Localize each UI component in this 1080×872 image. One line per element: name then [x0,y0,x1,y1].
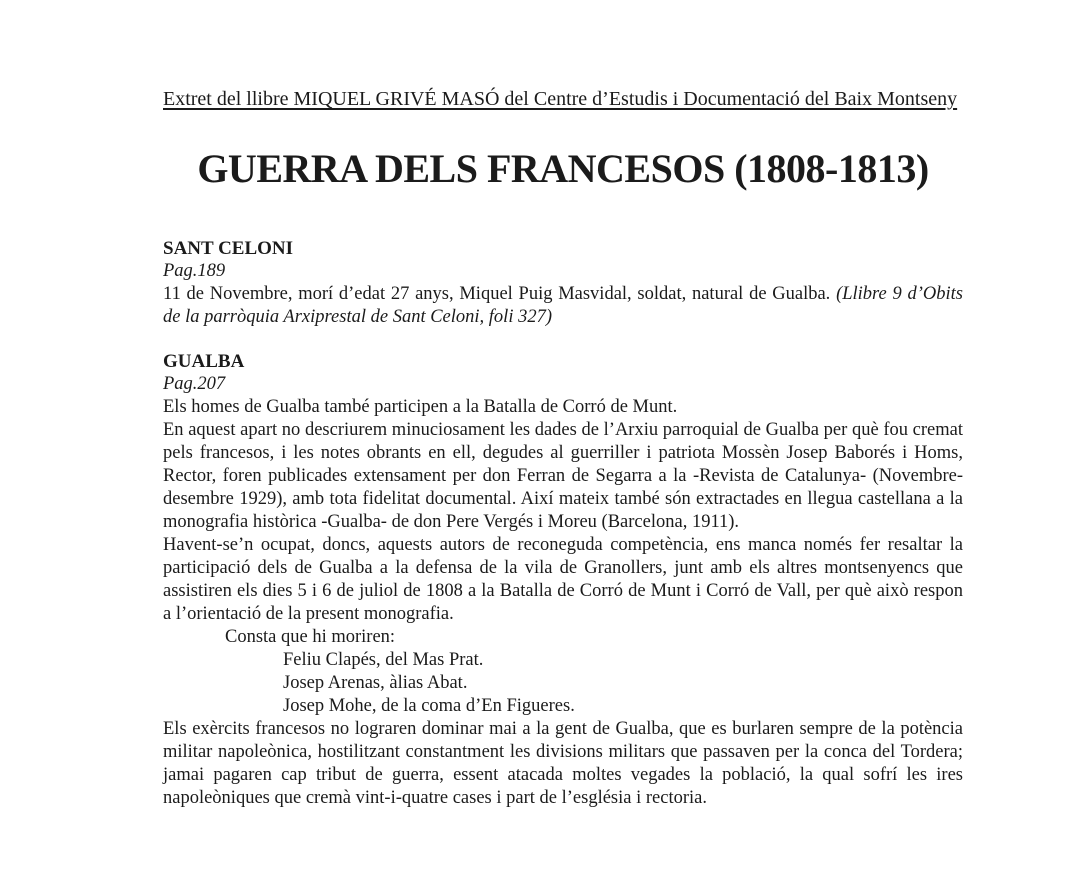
section-heading-gualba: GUALBA [163,351,245,372]
document-content [163,0,963,810]
casualties-intro: Consta que hi moriren: [225,627,396,647]
source-attribution-line: Extret del llibre MIQUEL GRIVÉ MASÓ del Centre d’Estudis i Documentació del Baix Montseny [163,88,958,110]
casualty-name: Feliu Clapés, del Mas Prat. [283,650,484,670]
casualties-list [163,649,963,718]
gualba-paragraph-closing: Els exèrcits francesos no lograren dominar mai a la gent de Gualba, que es burlaren sempre de la potència militar napoleònica, hostilitzant constantment les divisions militars que passaven per la conca del Tordera; jamai pagaren cap tribut de guerra, essent atacada moltes vegades la població, la qual sofrí les ires napoleòniques que cremà vint-i-quatre cases i part de l’església i rectoria. [163,719,963,808]
gualba-paragraph-archive: En aquest apart no descriurem minuciosament les dades de l’Arxiu parroquial de Gualba per què fou cremat pels francesos, i les notes obrants en ell, degudes al guerriller i patriota Mossèn Josep Baborés i Homs, Rector, foren publicades extensament per don Ferran de Segarra a la -Revista de Catalunya- (Novembre-desembre 1929), amb tota fidelitat documental. Així mateix també són extractades en llegua castellana a la monografia històrica -Gualba- de don Pere Vergés i Moreu (Barcelona, 1911). [163,420,963,532]
document-title: GUERRA DELS FRANCESOS (1808-1813) [197,146,929,191]
citation-text: (Llibre 9 d’Obits de la parròquia Arxiprestal de Sant Celoni, foli 327) [163,284,963,327]
casualty-name: Josep Arenas, àlias Abat. [283,673,468,693]
gualba-paragraph-participation: Havent-se’n ocupat, doncs, aquests autors de reconeguda competència, ens manca només fer resaltar la participació dels de Gualba a la defensa de la vila de Granollers, junt amb els altres montsenyencs que assistiren els dies 5 i 6 de juliol de 1808 a la Batalla de Corró de Munt i Corró de Vall, per què això respon a l’orientació de la present monografia. [163,535,963,624]
page-reference-sant-celoni: Pag.189 [163,261,226,281]
gualba-paragraph-battle: Els homes de Gualba també participen a la Batalla de Corró de Munt. [163,397,678,417]
page-reference-gualba: Pag.207 [163,374,226,394]
section-sant-celoni [163,237,963,329]
casualty-name: Josep Mohe, de la coma d’En Figueres. [283,696,575,716]
entry-text: 11 de Novembre, morí d’edat 27 anys, Miquel Puig Masvidal, soldat, natural de Gualba. [163,284,837,304]
sant-celoni-entry-paragraph [163,283,963,329]
section-gualba [163,350,963,810]
section-heading-sant-celoni: SANT CELONI [163,238,294,259]
